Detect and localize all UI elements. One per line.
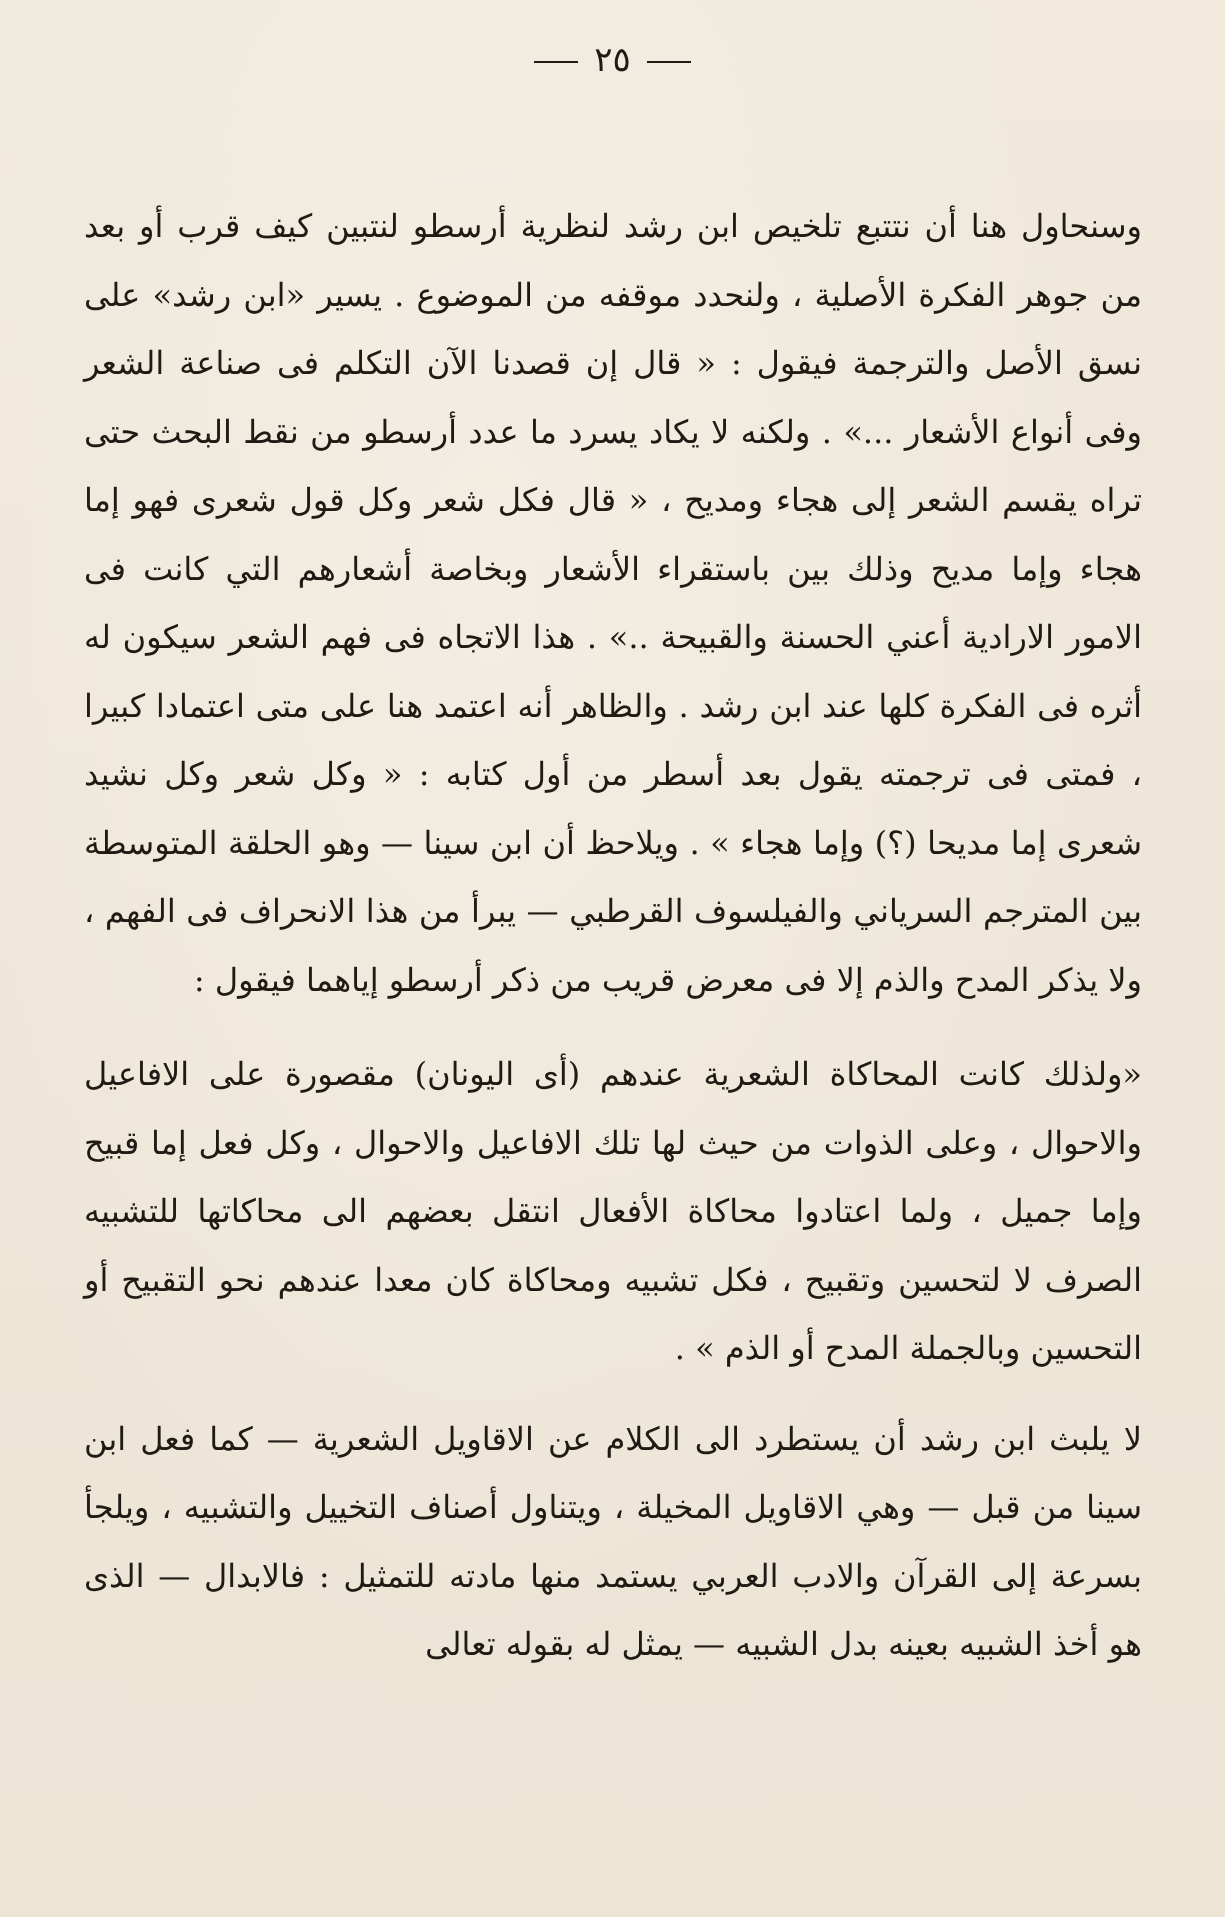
page-body — [84, 192, 1142, 1679]
paragraph-poetic-speech: لا يلبث ابن رشد أن يستطرد الى الكلام عن الاقاويل الشعرية — كما فعل ابن سينا من قبل — وهي الاقاويل المخيلة ، ويتناول أصناف التخييل والتشبيه ، ويلجأ بسرعة إلى القرآن والادب العربي يستمد منها مادته للتمثيل : فالابدال — الذى هو أخذ الشبيه بعينه بدل الشبيه — يمثل له بقوله تعالى — [84, 1419, 1142, 1663]
page-number-dash-left — [534, 61, 578, 63]
paragraph-ibn-rushd-summary: وسنحاول هنا أن نتتبع تلخيص ابن رشد لنظرية أرسطو لنتبين كيف قرب أو بعد من جوهر الفكرة الأصلية ، ولنحدد موقفه من الموضوع . يسير «ابن رشد» على نسق الأصل والترجمة فيقول : « قال إن قصدنا الآن التكلم فى صناعة الشعر وفى أنواع الأشعار ...» . ولكنه لا يكاد يسرد ما عدد أرسطو من نقط البحث حتى تراه يقسم الشعر إلى هجاء ومديح ، « قال فكل شعر وكل قول شعرى فهو إما هجاء وإما مديح وذلك بين باستقراء الأشعار وبخاصة أشعارهم التي كانت فى الامور الارادية أعني الحسنة والقبيحة ..» . هذا الاتجاه فى فهم الشعر سيكون له أثره فى الفكرة كلها عند ابن رشد . والظاهر أنه اعتمد هنا على متى اعتمادا كبيرا ، فمتى فى ترجمته يقول بعد أسطر من أول كتابه : « وكل شعر وكل نشيد شعرى إما مديحا (؟) وإما هجاء » . ويلاحظ أن ابن سينا — وهو الحلقة المتوسطة بين المترجم السرياني والفيلسوف القرطبي — يبرأ من هذا الانحراف فى الفهم ، ولا يذكر المدح والذم إلا فى معرض قريب من ذكر أرسطو إياهما فيقول : — [84, 207, 1143, 999]
page-number — [0, 40, 1225, 80]
page-number-dash-right — [647, 61, 691, 63]
page-number-text: ٢٥ — [594, 40, 631, 80]
paragraph-ibn-sina-quote: «ولذلك كانت المحاكاة الشعرية عندهم (أى اليونان) مقصورة على الافاعيل والاحوال ، وعلى الذوات من حيث لها تلك الافاعيل والاحوال ، وكل فعل إما قبيح وإما جميل ، ولما اعتادوا محاكاة الأفعال انتقل بعضهم الى محاكاتها للتشبيه الصرف لا لتحسين وتقبيح ، فكل تشبيه ومحاكاة كان معدا عندهم نحو التقبيح أو التحسين وبالجملة المدح أو الذم » . — [84, 1055, 1142, 1367]
